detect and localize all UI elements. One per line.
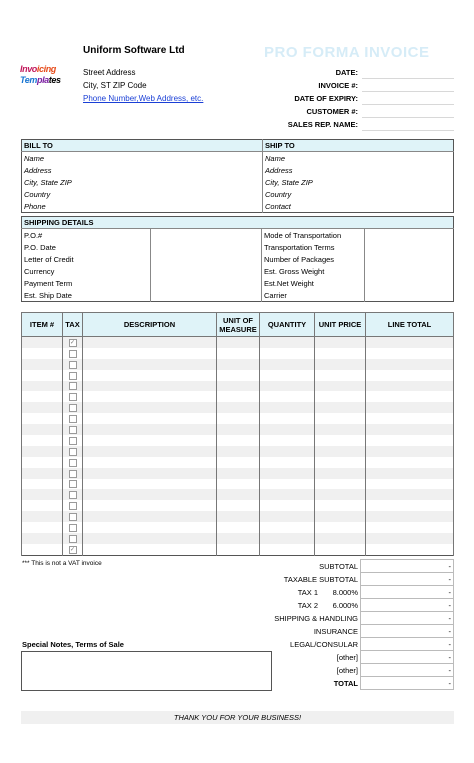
totals-value: -	[361, 638, 454, 651]
totals-row	[240, 625, 454, 638]
totals-label: TAX 2	[297, 600, 318, 610]
totals-label: SUBTOTAL	[319, 561, 358, 571]
item-cell[interactable]	[217, 533, 260, 544]
item-cell[interactable]	[217, 522, 260, 533]
invoice-number-field[interactable]	[362, 79, 454, 92]
item-cell[interactable]	[315, 468, 366, 479]
totals-table	[240, 559, 454, 690]
item-cell[interactable]	[366, 391, 454, 402]
tax-checkbox-cell[interactable]	[63, 337, 83, 348]
item-cell[interactable]	[22, 468, 63, 479]
totals-value: -	[361, 625, 454, 638]
shipping-value-field[interactable]	[151, 241, 262, 253]
item-cell[interactable]	[217, 489, 260, 500]
item-cell[interactable]	[260, 511, 315, 522]
item-cell[interactable]	[366, 381, 454, 392]
shipping-heading: SHIPPING DETAILS	[22, 217, 454, 229]
shipping-label: Transportation Terms	[262, 241, 365, 253]
item-cell[interactable]	[217, 381, 260, 392]
tax-checkbox-cell[interactable]	[63, 391, 83, 402]
item-cell[interactable]	[217, 348, 260, 359]
col-unit-price: UNIT PRICE	[315, 313, 366, 337]
item-cell[interactable]	[83, 359, 217, 370]
line-items-table	[21, 312, 454, 556]
item-cell[interactable]	[217, 391, 260, 402]
totals-row	[240, 664, 454, 677]
sales-rep-field[interactable]	[362, 118, 454, 131]
item-cell[interactable]	[315, 479, 366, 490]
totals-value: -	[361, 586, 454, 599]
tax-checkbox-cell[interactable]	[63, 381, 83, 392]
item-cell[interactable]	[22, 489, 63, 500]
item-cell[interactable]	[260, 381, 315, 392]
item-cell[interactable]	[315, 359, 366, 370]
item-cell[interactable]	[217, 468, 260, 479]
tax-checkbox[interactable]: ✓	[69, 339, 76, 346]
totals-label: TOTAL	[333, 678, 358, 688]
item-cell[interactable]	[260, 533, 315, 544]
tax-checkbox[interactable]	[69, 459, 77, 467]
totals-row	[240, 560, 454, 573]
item-cell[interactable]	[366, 533, 454, 544]
item-cell[interactable]	[366, 413, 454, 424]
shipping-label: P.O.#	[22, 229, 151, 242]
item-cell[interactable]	[260, 391, 315, 402]
item-cell[interactable]	[366, 359, 454, 370]
item-cell[interactable]	[217, 359, 260, 370]
shipping-label: Payment Term	[22, 277, 151, 289]
item-cell[interactable]	[315, 413, 366, 424]
item-row[interactable]	[22, 468, 454, 479]
item-cell[interactable]	[315, 348, 366, 359]
item-row[interactable]	[22, 479, 454, 490]
totals-label: LEGAL/CONSULAR	[290, 639, 358, 649]
customer-number-field[interactable]	[362, 105, 454, 118]
logo-part: icing	[36, 64, 56, 74]
item-cell[interactable]	[217, 446, 260, 457]
logo-part: tes	[48, 75, 61, 85]
item-cell[interactable]	[217, 457, 260, 468]
item-cell[interactable]	[315, 522, 366, 533]
item-row[interactable]	[22, 359, 454, 370]
item-cell[interactable]	[22, 348, 63, 359]
ship-to-line[interactable]: Country	[265, 189, 292, 199]
item-cell[interactable]	[217, 402, 260, 413]
totals-label: TAX 1	[297, 587, 318, 597]
item-cell[interactable]	[366, 457, 454, 468]
item-cell[interactable]	[366, 424, 454, 435]
item-cell[interactable]	[260, 370, 315, 381]
item-cell[interactable]	[366, 544, 454, 555]
item-cell[interactable]	[366, 468, 454, 479]
item-cell[interactable]	[260, 522, 315, 533]
tax-checkbox-cell[interactable]	[63, 511, 83, 522]
tax-checkbox[interactable]	[69, 393, 77, 401]
company-city: City, ST ZIP Code	[83, 81, 147, 90]
tax-checkbox-cell[interactable]	[63, 533, 83, 544]
line-items-body	[22, 337, 454, 556]
item-cell[interactable]	[366, 479, 454, 490]
item-cell[interactable]	[366, 370, 454, 381]
shipping-value-field[interactable]	[151, 277, 262, 289]
tax-checkbox[interactable]	[69, 437, 77, 445]
totals-row	[240, 677, 454, 690]
item-cell[interactable]	[217, 544, 260, 555]
item-cell[interactable]	[315, 435, 366, 446]
col-item: ITEM #	[22, 313, 63, 337]
totals-value: -	[361, 560, 454, 573]
item-cell[interactable]	[83, 446, 217, 457]
item-row[interactable]	[22, 381, 454, 392]
tax-checkbox-cell[interactable]	[63, 424, 83, 435]
item-cell[interactable]	[315, 511, 366, 522]
shipping-value-field[interactable]	[365, 277, 454, 289]
item-cell[interactable]	[22, 533, 63, 544]
item-row[interactable]	[22, 424, 454, 435]
item-row[interactable]	[22, 522, 454, 533]
tax-checkbox[interactable]	[69, 491, 77, 499]
field-label-date: DATE:	[335, 68, 358, 77]
shipping-label: Number of Packages	[262, 253, 365, 265]
tax-checkbox-cell[interactable]	[63, 500, 83, 511]
notes-label: Special Notes, Terms of Sale	[22, 640, 124, 649]
totals-row	[240, 586, 454, 599]
item-cell[interactable]	[315, 500, 366, 511]
item-cell[interactable]	[83, 468, 217, 479]
totals-value: -	[361, 573, 454, 586]
tax-checkbox[interactable]	[69, 480, 77, 488]
item-row[interactable]	[22, 337, 454, 348]
shipping-label: Letter of Credit	[22, 253, 151, 265]
item-cell[interactable]	[260, 446, 315, 457]
item-cell[interactable]	[315, 391, 366, 402]
item-cell[interactable]	[217, 370, 260, 381]
bill-ship-table	[21, 139, 454, 213]
totals-body	[240, 560, 454, 690]
item-cell[interactable]	[83, 511, 217, 522]
logo-part: Invo	[20, 64, 37, 74]
item-cell[interactable]	[260, 359, 315, 370]
totals-row	[240, 638, 454, 651]
item-row[interactable]	[22, 370, 454, 381]
item-cell[interactable]	[315, 370, 366, 381]
field-label-customer: CUSTOMER #:	[306, 107, 358, 116]
vat-note: *** This is not a VAT invoice	[22, 560, 102, 567]
item-cell[interactable]	[217, 500, 260, 511]
shipping-value-field[interactable]	[365, 253, 454, 265]
tax-checkbox-cell[interactable]	[63, 370, 83, 381]
shipping-value-field[interactable]	[151, 265, 262, 277]
tax-checkbox[interactable]	[69, 513, 77, 521]
item-row[interactable]	[22, 435, 454, 446]
tax-checkbox[interactable]	[69, 524, 77, 532]
logo-part: pla	[36, 75, 49, 85]
totals-value: -	[361, 651, 454, 664]
notes-textarea[interactable]	[21, 651, 272, 691]
item-cell[interactable]	[83, 402, 217, 413]
tax-checkbox-cell[interactable]	[63, 348, 83, 359]
item-cell[interactable]	[260, 500, 315, 511]
item-cell[interactable]	[83, 348, 217, 359]
company-street: Street Address	[83, 68, 136, 77]
item-cell[interactable]	[260, 413, 315, 424]
field-label-sales-rep: SALES REP. NAME:	[287, 120, 358, 129]
tax-checkbox[interactable]	[69, 448, 77, 456]
shipping-value-field[interactable]	[151, 289, 262, 302]
item-cell[interactable]	[366, 402, 454, 413]
item-row[interactable]	[22, 402, 454, 413]
item-cell[interactable]	[260, 468, 315, 479]
field-label-invoice: INVOICE #:	[318, 81, 358, 90]
shipping-value-field[interactable]	[365, 229, 454, 242]
item-cell[interactable]	[315, 489, 366, 500]
item-cell[interactable]	[260, 435, 315, 446]
item-cell[interactable]	[22, 381, 63, 392]
totals-row	[240, 651, 454, 664]
item-row[interactable]	[22, 544, 454, 555]
invoice-title: PRO FORMA INVOICE	[264, 44, 430, 61]
item-cell[interactable]	[260, 479, 315, 490]
item-cell[interactable]	[217, 424, 260, 435]
item-cell[interactable]	[83, 489, 217, 500]
item-cell[interactable]	[366, 489, 454, 500]
tax-checkbox-cell[interactable]	[63, 435, 83, 446]
totals-row	[240, 612, 454, 625]
item-cell[interactable]	[260, 337, 315, 348]
item-cell[interactable]	[22, 391, 63, 402]
shipping-details-table	[21, 216, 454, 302]
item-row[interactable]	[22, 500, 454, 511]
item-cell[interactable]	[315, 446, 366, 457]
item-cell[interactable]	[217, 511, 260, 522]
totals-row	[240, 573, 454, 586]
item-row[interactable]	[22, 348, 454, 359]
item-cell[interactable]	[22, 402, 63, 413]
shipping-label: Carrier	[262, 289, 365, 302]
item-cell[interactable]	[22, 500, 63, 511]
shipping-value-field[interactable]	[365, 289, 454, 302]
item-cell[interactable]	[366, 522, 454, 533]
item-cell[interactable]	[366, 446, 454, 457]
tax-checkbox[interactable]	[69, 404, 77, 412]
tax-checkbox[interactable]	[69, 382, 77, 390]
shipping-label: Est.Net Weight	[262, 277, 365, 289]
ship-to-line[interactable]: Address	[265, 165, 293, 175]
item-cell[interactable]	[83, 500, 217, 511]
item-cell[interactable]	[83, 381, 217, 392]
ship-to-line[interactable]: Contact	[265, 201, 291, 211]
bill-to-heading: BILL TO	[22, 140, 263, 152]
tax-rate[interactable]: 6.000%	[332, 600, 358, 610]
totals-value: -	[361, 677, 454, 690]
ship-to-heading: SHIP TO	[263, 140, 454, 152]
item-cell[interactable]	[83, 391, 217, 402]
item-cell[interactable]	[260, 457, 315, 468]
totals-label: [other]	[336, 652, 358, 662]
logo-part: Tem	[20, 75, 37, 85]
shipping-label: Mode of Transportation	[262, 229, 365, 242]
tax-checkbox[interactable]	[69, 372, 77, 380]
tax-checkbox-cell[interactable]	[63, 359, 83, 370]
item-cell[interactable]	[315, 533, 366, 544]
thank-you-footer: THANK YOU FOR YOUR BUSINESS!	[21, 711, 454, 724]
item-cell[interactable]	[22, 511, 63, 522]
item-cell[interactable]	[217, 435, 260, 446]
item-row[interactable]	[22, 391, 454, 402]
item-cell[interactable]	[366, 500, 454, 511]
tax-checkbox-cell[interactable]	[63, 522, 83, 533]
item-cell[interactable]	[83, 544, 217, 555]
item-cell[interactable]	[83, 533, 217, 544]
logo	[20, 64, 78, 86]
totals-label: SHIPPING & HANDLING	[274, 613, 358, 623]
tax-rate[interactable]: 8.000%	[332, 587, 358, 597]
item-cell[interactable]	[260, 402, 315, 413]
tax-checkbox-cell[interactable]	[63, 544, 83, 555]
item-row[interactable]	[22, 489, 454, 500]
item-cell[interactable]	[366, 348, 454, 359]
tax-checkbox-cell[interactable]	[63, 489, 83, 500]
bill-to-line[interactable]: City, State ZIP	[22, 176, 263, 188]
item-cell[interactable]	[315, 337, 366, 348]
tax-checkbox[interactable]	[69, 361, 77, 369]
tax-checkbox-cell[interactable]	[63, 479, 83, 490]
field-label-expiry: DATE OF EXPIRY:	[294, 94, 358, 103]
item-cell[interactable]	[22, 446, 63, 457]
item-cell[interactable]	[22, 413, 63, 424]
shipping-label: Currency	[22, 265, 151, 277]
item-cell[interactable]	[83, 413, 217, 424]
bill-to-line[interactable]: Name	[22, 152, 263, 165]
item-cell[interactable]	[22, 479, 63, 490]
ship-to-line[interactable]: Name	[265, 153, 286, 163]
tax-checkbox-cell[interactable]	[63, 446, 83, 457]
item-cell[interactable]	[83, 435, 217, 446]
tax-checkbox[interactable]	[69, 426, 77, 434]
col-quantity: QUANTITY	[260, 313, 315, 337]
shipping-label: P.O. Date	[22, 241, 151, 253]
tax-checkbox-cell[interactable]	[63, 413, 83, 424]
item-cell[interactable]	[217, 479, 260, 490]
item-cell[interactable]	[260, 544, 315, 555]
item-row[interactable]	[22, 413, 454, 424]
item-cell[interactable]	[22, 522, 63, 533]
item-cell[interactable]	[315, 402, 366, 413]
item-cell[interactable]	[83, 424, 217, 435]
item-cell[interactable]	[22, 424, 63, 435]
col-description: DESCRIPTION	[83, 313, 217, 337]
item-cell[interactable]	[83, 370, 217, 381]
item-cell[interactable]	[315, 381, 366, 392]
tax-checkbox[interactable]	[69, 535, 77, 543]
item-cell[interactable]	[22, 435, 63, 446]
item-cell[interactable]	[22, 544, 63, 555]
tax-checkbox-cell[interactable]	[63, 457, 83, 468]
bill-to-line[interactable]: Address	[22, 164, 263, 176]
item-cell[interactable]	[315, 457, 366, 468]
item-cell[interactable]	[22, 337, 63, 348]
shipping-value-field[interactable]	[151, 229, 262, 242]
date-field[interactable]	[362, 66, 454, 79]
tax-checkbox[interactable]: ✓	[69, 546, 76, 553]
item-cell[interactable]	[260, 348, 315, 359]
shipping-label: Est. Ship Date	[22, 289, 151, 302]
item-cell[interactable]	[366, 435, 454, 446]
item-row[interactable]	[22, 457, 454, 468]
shipping-value-field[interactable]	[365, 265, 454, 277]
item-cell[interactable]	[260, 489, 315, 500]
tax-checkbox[interactable]	[69, 502, 77, 510]
item-cell[interactable]	[22, 457, 63, 468]
totals-value: -	[361, 664, 454, 677]
shipping-label: Est. Gross Weight	[262, 265, 365, 277]
totals-label: [other]	[336, 665, 358, 675]
tax-checkbox[interactable]	[69, 470, 77, 478]
bill-to-line[interactable]: Country	[22, 188, 263, 200]
totals-row	[240, 599, 454, 612]
bill-to-line[interactable]: Phone	[22, 200, 263, 213]
shipping-value-field[interactable]	[151, 253, 262, 265]
col-line-total: LINE TOTAL	[366, 313, 454, 337]
item-cell[interactable]	[83, 522, 217, 533]
item-cell[interactable]	[260, 424, 315, 435]
col-tax: TAX	[63, 313, 83, 337]
item-row[interactable]	[22, 511, 454, 522]
tax-checkbox-cell[interactable]	[63, 468, 83, 479]
item-cell[interactable]	[366, 337, 454, 348]
item-cell[interactable]	[22, 359, 63, 370]
col-unit-of-measure: UNIT OF MEASURE	[217, 313, 260, 337]
item-cell[interactable]	[217, 413, 260, 424]
totals-value: -	[361, 612, 454, 625]
expiry-field[interactable]	[362, 92, 454, 105]
item-cell[interactable]	[22, 370, 63, 381]
tax-checkbox-cell[interactable]	[63, 402, 83, 413]
item-cell[interactable]	[315, 544, 366, 555]
item-cell[interactable]	[83, 479, 217, 490]
tax-checkbox[interactable]	[69, 350, 77, 358]
item-cell[interactable]	[83, 457, 217, 468]
totals-label: TAXABLE SUBTOTAL	[283, 574, 358, 584]
item-cell[interactable]	[366, 511, 454, 522]
shipping-value-field[interactable]	[365, 241, 454, 253]
ship-to-line[interactable]: City, State ZIP	[265, 177, 313, 187]
item-cell[interactable]	[83, 337, 217, 348]
item-row[interactable]	[22, 446, 454, 457]
tax-checkbox[interactable]	[69, 415, 77, 423]
totals-value: -	[361, 599, 454, 612]
item-cell[interactable]	[315, 424, 366, 435]
company-name: Uniform Software Ltd	[83, 45, 185, 56]
totals-label: INSURANCE	[313, 626, 358, 636]
item-row[interactable]	[22, 533, 454, 544]
item-cell[interactable]	[217, 337, 260, 348]
company-contact-link[interactable]: Phone Number,Web Address, etc.	[83, 94, 204, 103]
